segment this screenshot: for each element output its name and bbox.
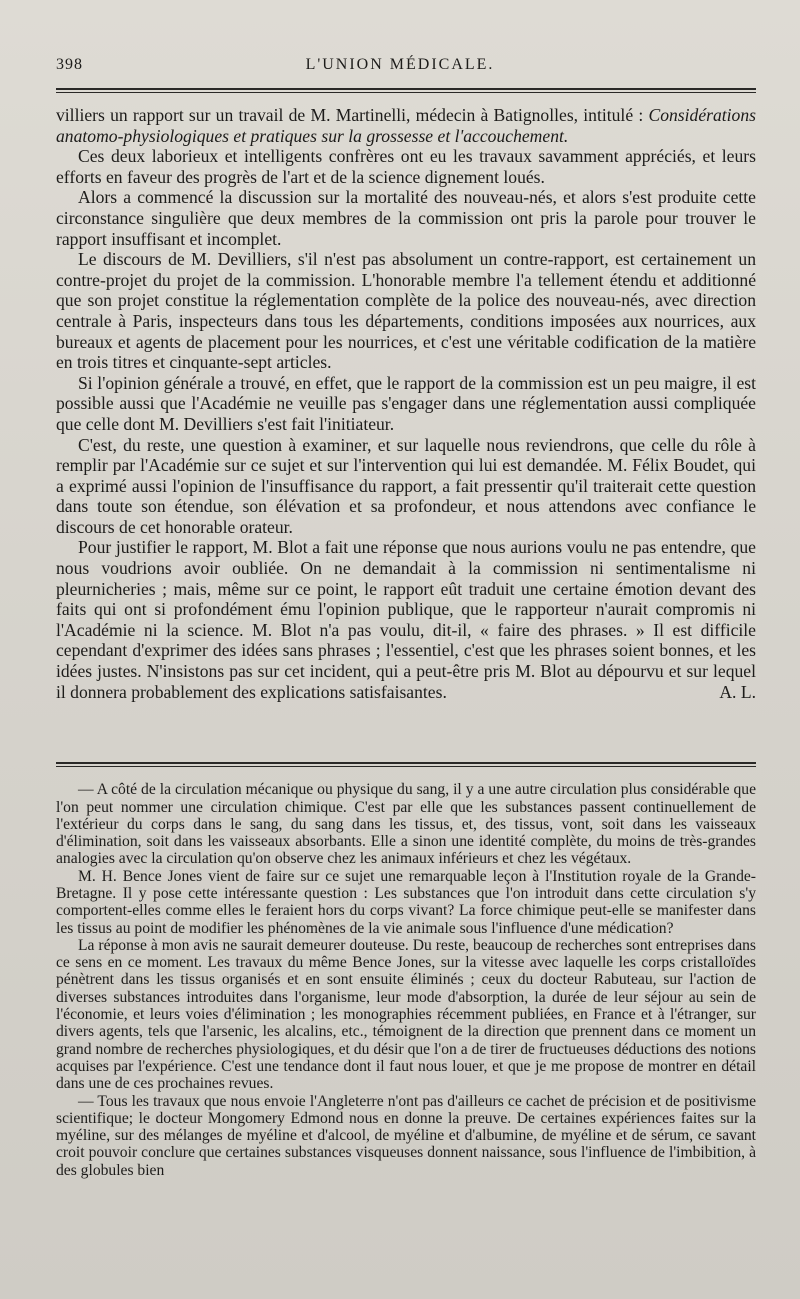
paragraph-1-text: villiers un rapport sur un travail de M. Martinelli, médecin à Batignolles, intitulé : xyxy=(56,105,649,125)
paragraph-1-italic-title: Considérations anatomo-physiologiques et pratiques sur la grossesse et l'accouchement. xyxy=(56,105,756,146)
secondary-paragraph-2: M. H. Bence Jones vient de faire sur ce sujet une remarquable leçon à l'Institution royale de la Grande-Bretagne. Il y pose cette intéressante question : Les substances que l'on introduit dans cette circulation s'y comportent-elles comme elles le feraient hors du corps vivant? La force chimique peut-elle se manifester dans les tissus au point de modifier les phénomènes de la vie animale sous l'influence d'une médication? xyxy=(56,867,756,937)
article-paragraph-3: Alors a commencé la discussion sur la mortalité des nouveau-nés, et alors s'est produite cette circonstance singulière que deux membres de la commission ont pris la parole pour trouver le rapport insuffisant et incomplet. xyxy=(56,187,756,249)
article-paragraph-4: Le discours de M. Devilliers, s'il n'est pas absolument un contre-rapport, est certainement un contre-projet du projet de la commission. L'honorable membre l'a tellement étendu et additionné que son projet constitue la réglementation complète de la police des nouveau-nés, avec direction centrale à Paris, inspecteurs dans tous les départements, conditions imposées aux nourrices, aux bureaux et agents de placement pour les nourrices, et c'est une véritable codification de la matière en trois titres et cinquante-sept articles. xyxy=(56,249,756,373)
article-paragraph-6: C'est, du reste, une question à examiner, et sur laquelle nous reviendrons, que celle du rôle à remplir par l'Académie sur ce sujet et sur l'intervention qui lui est demandée. M. Félix Boudet, qui a exprimé aussi l'opinion de l'insuffisance du rapport, a fait pressentir qu'il traiterait cette question dans toute son étendue, son élévation et sa profondeur, et nous attendons avec confiance le discours de cet honorable orateur. xyxy=(56,434,756,537)
secondary-article xyxy=(56,781,756,1179)
article-paragraph-2: Ces deux laborieux et intelligents confrères ont eu les travaux savamment appréciés, et leurs efforts en faveur des progrès de l'art et de la science dignement loués. xyxy=(56,146,756,187)
secondary-paragraph-4: — Tous les travaux que nous envoie l'Angleterre n'ont pas d'ailleurs ce cachet de précision et de positivisme scientifique; le docteur Mongomery Edmond nous en donne la preuve. De certaines expériences faites sur la myéline, sur des mélanges de myéline et d'alcool, de myéline et d'albumine, de myéline et de sérum, ce savant croit pouvoir conclure que certaines substances visqueuses donnent naissance, sous l'influence de l'imbibition, à des globules bien xyxy=(56,1092,756,1179)
main-article xyxy=(56,105,756,702)
section-rule xyxy=(56,762,756,767)
article-paragraph-7 xyxy=(56,537,756,702)
article-paragraph-5: Si l'opinion générale a trouvé, en effet, que le rapport de la commission est un peu maigre, il est possible aussi que l'Académie ne veuille pas s'engager dans une réglementation aussi compliquée que celle dont M. Devilliers s'est fait l'initiateur. xyxy=(56,372,756,434)
article-paragraph-1 xyxy=(56,105,756,146)
paragraph-7-text: Pour justifier le rapport, M. Blot a fait une réponse que nous aurions voulu ne pas entendre, que nous voudrions avoir oubliée. On ne demandait à la commission ni sentimentalisme ni pleurnicheries ; mais, même sur ce point, le rapport eût traduit une certaine émotion devant des faits qui ont si profondément ému l'opinion publique, que le rapporteur n'aurait compromis ni l'Académie ni la science. M. Blot n'a pas voulu, dit-il, « faire des phrases. » Il est difficile cependant d'exprimer des idées sans phrases ; l'essentiel, c'est que les phrases soient bonnes, et les idées justes. N'insistons pas sur cet incident, qui a peut-être pris M. Blot au dépourvu et sur lequel il donnera probablement des explications satisfaisantes. xyxy=(56,537,756,702)
secondary-paragraph-1: — A côté de la circulation mécanique ou physique du sang, il y a une autre circulation plus considérable que l'on peut nommer une circulation chimique. C'est par elle que les substances passent continuellement de l'extérieur du corps dans le sang, du sang dans les tissus, et, des tissus, vont, soit dans les vaisseaux d'élimination, soit dans les vaisseaux absorbants. Elle a sinon une identité complète, du moins de très-grandes analogies avec la circulation qu'on observe chez les animaux inférieurs et chez les végétaux. xyxy=(56,781,756,868)
page-number: 398 xyxy=(56,56,83,73)
journal-title: L'UNION MÉDICALE. xyxy=(305,56,495,73)
page-header xyxy=(56,56,756,78)
author-signature: A. L. xyxy=(719,681,756,702)
header-rule xyxy=(56,88,756,93)
secondary-paragraph-3: La réponse à mon avis ne saurait demeurer douteuse. Du reste, beaucoup de recherches sont entreprises dans ce sens en ce moment. Les travaux du même Bence Jones, sur la vitesse avec laquelle les corps cristalloïdes pénètrent dans les tissus organisés et en sont ensuite éliminés ; ceux du docteur Rabuteau, sur l'action de diverses substances introduites dans l'organisme, leur mode d'absorption, la durée de leur séjour au sein de l'économie, et leurs voies d'élimination ; les monographies récemment publiées, en France et à l'étranger, sur divers agents, tels que l'arsenic, les alcalins, etc., témoignent de la direction que prennent dans ce moment un grand nombre de recherches physiologiques, et du désir que l'on a de tirer de fructueuses déductions des notions acquises par l'expérience. C'est une tendance dont il faut nous louer, et que je me propose de montrer en détail dans une de ces prochaines revues. xyxy=(56,936,756,1093)
